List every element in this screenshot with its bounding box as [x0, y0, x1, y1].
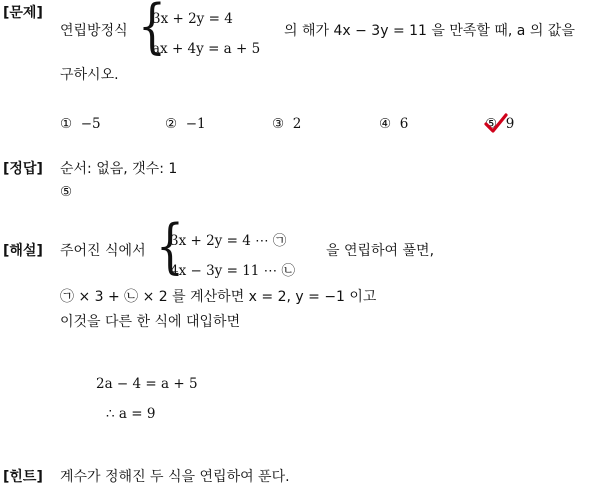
choice-4[interactable]: ④ 6	[379, 116, 409, 132]
explanation-step2: 이것을 다른 한 식에 대입하면	[60, 314, 241, 330]
problem-eq2: ax + 4y = a + 5	[152, 41, 261, 57]
explanation-intro: 주어진 식에서	[60, 243, 146, 259]
explanation-label: [해설]	[3, 243, 43, 259]
problem-intro: 연립방정식	[60, 23, 128, 39]
explanation-calc1: 2a − 4 = a + 5	[96, 376, 198, 392]
explanation-after-system: 을 연립하여 풀면,	[326, 243, 435, 259]
choice-3[interactable]: ③ 2	[272, 116, 302, 132]
system-brace: {	[138, 0, 166, 62]
explanation-calc2: ∴ a = 9	[106, 406, 156, 422]
checkmark-icon	[483, 112, 509, 134]
choice-1[interactable]: ① −5	[60, 116, 101, 132]
problem-condition: 의 해가 4x − 3y = 11 을 만족할 때, a 의 값을	[284, 23, 575, 39]
problem-eq1: 3x + 2y = 4	[152, 11, 233, 27]
explanation-brace: {	[156, 212, 184, 282]
hint-label: [힌트]	[3, 469, 43, 485]
choice-2[interactable]: ② −1	[165, 116, 206, 132]
hint-text: 계수가 정해진 두 식을 연립하여 푼다.	[60, 469, 290, 485]
answer-line2: ⑤	[60, 184, 73, 200]
problem-line2: 구하시오.	[60, 67, 119, 83]
explanation-step1: ㉠ × 3 + ㉡ × 2 를 계산하면 x = 2, y = −1 이고	[60, 289, 377, 305]
problem-label: [문제]	[3, 5, 43, 21]
explanation-eq2: 4x − 3y = 11 ⋯ ㉡	[170, 263, 295, 279]
answer-line1: 순서: 없음, 갯수: 1	[60, 161, 178, 177]
choice-5[interactable]: ⑤ 9	[485, 116, 515, 132]
answer-label: [정답]	[3, 161, 43, 177]
explanation-eq1: 3x + 2y = 4 ⋯ ㉠	[170, 233, 287, 249]
